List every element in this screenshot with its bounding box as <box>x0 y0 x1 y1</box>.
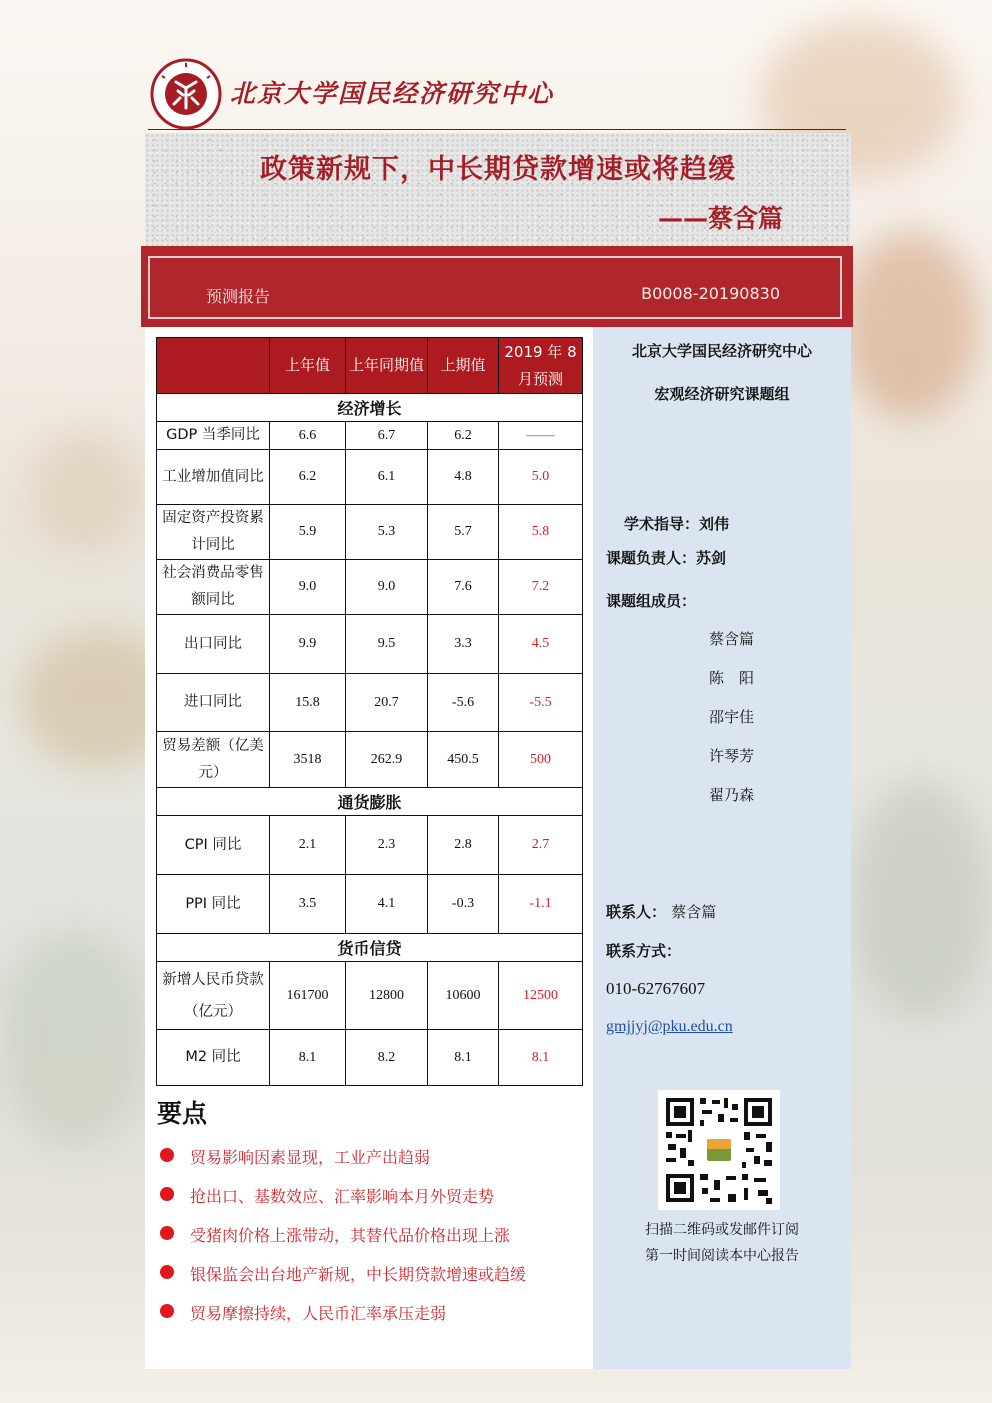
contact-name: 蔡含篇 <box>671 903 717 921</box>
forecast-table <box>156 337 583 1086</box>
forecast-cell: 2.7 <box>499 816 583 875</box>
members-label: 课题组成员： <box>606 592 697 610</box>
table-cell: 3.5 <box>270 875 346 934</box>
lead-name: 苏剑 <box>696 549 727 567</box>
forecast-cell: 5.0 <box>499 450 583 505</box>
member-name: 陈 阳 <box>709 669 755 687</box>
table-cell: 9.0 <box>270 560 346 615</box>
list-item: 贸易摩擦持续，人民币汇率承压走弱 <box>158 1301 526 1340</box>
keypoints-title: 要点 <box>157 1099 208 1128</box>
table-cell: 161700 <box>270 962 346 1030</box>
table-cell: 7.6 <box>428 560 499 615</box>
table-cell: 262.9 <box>346 732 428 788</box>
table-row <box>157 962 583 1030</box>
row-label: 工业增加值同比 <box>157 450 270 505</box>
forecast-cell: 5.8 <box>499 505 583 560</box>
background-landscape <box>30 430 140 550</box>
row-label: 出口同比 <box>157 615 270 674</box>
section-row <box>157 788 583 816</box>
qr-caption: 扫描二维码或发邮件订阅 <box>645 1222 799 1238</box>
background-leaves <box>840 230 980 420</box>
keypoints-list <box>158 1145 526 1340</box>
forecast-cell: 8.1 <box>499 1030 583 1086</box>
contact-line: 联系人： 蔡含篇 <box>606 903 717 921</box>
row-label: 贸易差额（亿美元） <box>157 732 270 788</box>
table-cell: 5.7 <box>428 505 499 560</box>
member-name: 许琴芳 <box>709 747 755 765</box>
table-cell: 6.2 <box>270 450 346 505</box>
header-divider <box>148 129 846 130</box>
table-cell: 9.9 <box>270 615 346 674</box>
row-label: PPI 同比 <box>157 875 270 934</box>
table-cell: 9.0 <box>346 560 428 615</box>
table-cell: 2.3 <box>346 816 428 875</box>
table-cell: 3.3 <box>428 615 499 674</box>
table-cell: 6.7 <box>346 422 428 450</box>
report-title: 政策新规下，中长期贷款增速或将趋缓 <box>260 154 736 185</box>
table-row <box>157 1030 583 1086</box>
background-landscape <box>850 780 990 1020</box>
row-label: 社会消费品零售额同比 <box>157 560 270 615</box>
table-cell: 6.2 <box>428 422 499 450</box>
member-name: 蔡含篇 <box>709 630 755 648</box>
list-item: 银保监会出台地产新规，中长期贷款增速或趋缓 <box>158 1262 526 1301</box>
forecast-cell: 12500 <box>499 962 583 1030</box>
table-cell: 4.8 <box>428 450 499 505</box>
row-label: GDP 当季同比 <box>157 422 270 450</box>
table-cell: 12800 <box>346 962 428 1030</box>
table-header-cell: 上期值 <box>428 338 499 394</box>
lead-line: 课题负责人：苏剑 <box>606 549 727 567</box>
row-label: CPI 同比 <box>157 816 270 875</box>
qr-caption: 第一时间阅读本中心报告 <box>645 1248 799 1264</box>
table-row <box>157 560 583 615</box>
table-header-cell: 上年值 <box>270 338 346 394</box>
sidebar-panel <box>593 327 851 1369</box>
email-link[interactable]: gmjjyj@pku.edu.cn <box>606 1018 733 1035</box>
section-row <box>157 934 583 962</box>
list-item: 抢出口、基数效应、汇率影响本月外贸走势 <box>158 1184 526 1223</box>
bullet-icon <box>160 1148 174 1162</box>
table-cell: 6.1 <box>346 450 428 505</box>
table-row <box>157 505 583 560</box>
forecast-cell: 4.5 <box>499 615 583 674</box>
row-label: 固定资产投资累计同比 <box>157 505 270 560</box>
table-cell: 8.1 <box>428 1030 499 1086</box>
table-header-cell: 2019 年 8 月预测 <box>499 338 583 394</box>
peking-university-logo <box>150 58 222 130</box>
table-cell: 15.8 <box>270 674 346 732</box>
report-author: ——蔡含篇 <box>657 204 783 233</box>
member-name: 邵宇佳 <box>709 708 755 726</box>
bullet-icon <box>160 1187 174 1201</box>
table-cell: 6.6 <box>270 422 346 450</box>
section-row <box>157 394 583 422</box>
contact-method-label: 联系方式： <box>606 942 682 960</box>
report-type: 预测报告 <box>206 287 271 306</box>
table-row <box>157 732 583 788</box>
table-cell: 4.1 <box>346 875 428 934</box>
table-row <box>157 674 583 732</box>
row-label: 进口同比 <box>157 674 270 732</box>
forecast-cell: 7.2 <box>499 560 583 615</box>
row-label: M2 同比 <box>157 1030 270 1086</box>
table-cell: 8.1 <box>270 1030 346 1086</box>
report-header <box>150 58 850 120</box>
table-cell: 5.3 <box>346 505 428 560</box>
table-row <box>157 875 583 934</box>
section-title: 经济增长 <box>157 394 583 422</box>
table-header-cell <box>157 338 270 394</box>
report-id: B0008-20190830 <box>641 284 780 303</box>
table-cell: 9.5 <box>346 615 428 674</box>
bullet-icon <box>160 1265 174 1279</box>
member-name: 翟乃森 <box>709 786 755 804</box>
table-cell: 2.1 <box>270 816 346 875</box>
advisor-line: 学术指导：刘伟 <box>624 515 730 533</box>
table-cell: 2.8 <box>428 816 499 875</box>
table-cell: 20.7 <box>346 674 428 732</box>
sidebar-group: 宏观经济研究课题组 <box>654 385 790 403</box>
title-box <box>145 133 851 246</box>
table-cell: -0.3 <box>428 875 499 934</box>
list-item: 受猪肉价格上涨带动，其替代品价格出现上涨 <box>158 1223 526 1262</box>
advisor-name: 刘伟 <box>699 515 730 533</box>
bullet-icon <box>160 1226 174 1240</box>
list-item: 贸易影响因素显现，工业产出趋弱 <box>158 1145 526 1184</box>
table-cell: 8.2 <box>346 1030 428 1086</box>
table-header-row <box>157 338 583 394</box>
forecast-cell: —— <box>499 422 583 450</box>
table-row <box>157 816 583 875</box>
forecast-cell: -5.5 <box>499 674 583 732</box>
table-cell: 10600 <box>428 962 499 1030</box>
background-landscape <box>0 930 150 1150</box>
table-row <box>157 450 583 505</box>
forecast-cell: -1.1 <box>499 875 583 934</box>
phone-number: 010-62767607 <box>606 979 706 998</box>
forecast-cell: 500 <box>499 732 583 788</box>
table-cell: 3518 <box>270 732 346 788</box>
table-row <box>157 615 583 674</box>
table-cell: -5.6 <box>428 674 499 732</box>
table-row <box>157 422 583 450</box>
row-label: 新增人民币贷款（亿元） <box>157 962 270 1030</box>
center-name: 北京大学国民经济研究中心 <box>230 79 555 108</box>
table-cell: 5.9 <box>270 505 346 560</box>
table-header-cell: 上年同期值 <box>346 338 428 394</box>
sidebar-org: 北京大学国民经济研究中心 <box>631 342 812 360</box>
report-type-band <box>141 246 853 327</box>
table-cell: 450.5 <box>428 732 499 788</box>
bullet-icon <box>160 1304 174 1318</box>
section-title: 货币信贷 <box>157 934 583 962</box>
qr-code-icon <box>658 1090 780 1210</box>
section-title: 通货膨胀 <box>157 788 583 816</box>
